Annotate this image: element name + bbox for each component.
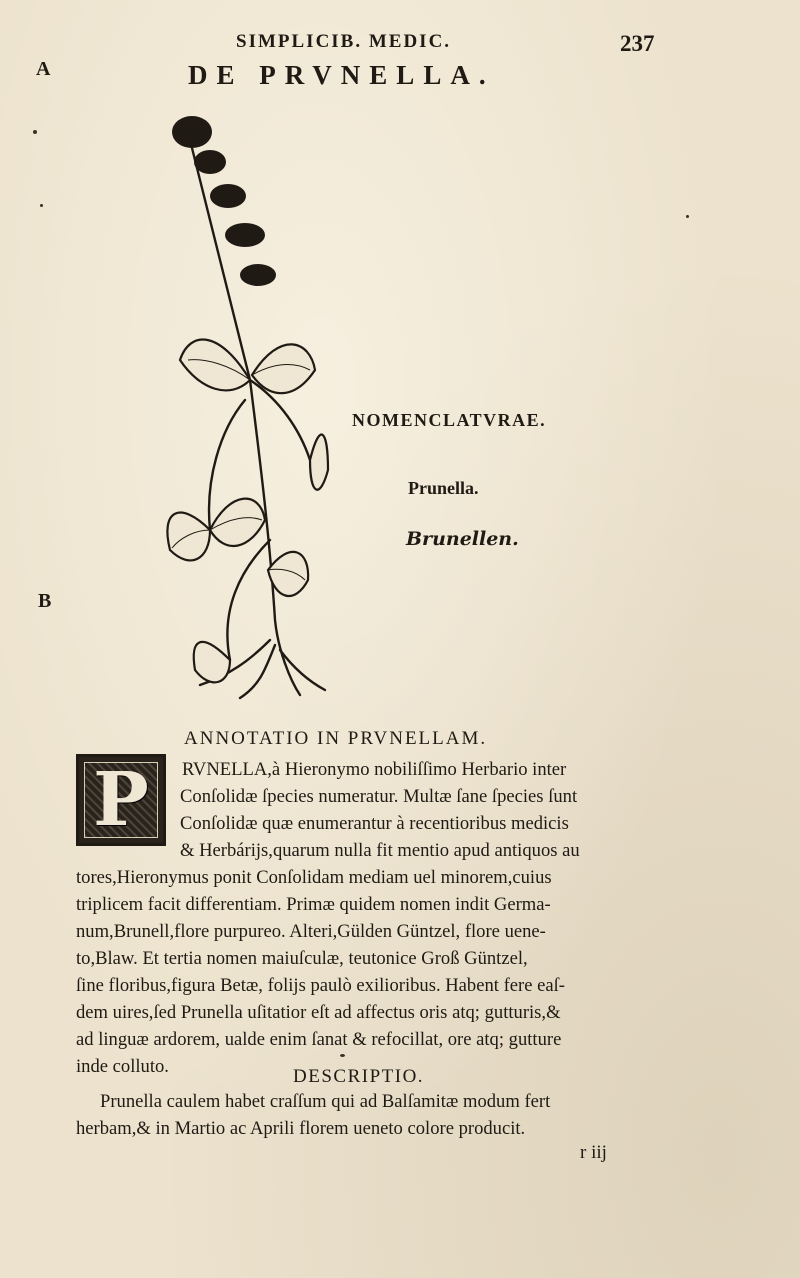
- nomenclature-heading: NOMENCLATVRAE.: [352, 410, 547, 430]
- annotation-line: to,Blaw. Et tertia nomen maiuſculæ, teutonice Groß Güntzel,: [76, 948, 528, 969]
- margin-letter-a: A: [36, 58, 51, 80]
- chapter-title: DE PRVNELLA.: [188, 60, 495, 90]
- annotation-line: num,Brunell,flore purpureo. Alteri,Gülden Güntzel, flore uene-: [76, 921, 546, 942]
- german-name: Brunellen.: [406, 528, 519, 550]
- latin-name: Prunella.: [408, 478, 479, 498]
- annotation-line: ſine floribus,figura Betæ, folijs paulò exilioribus. Habent fere eaſ-: [76, 975, 565, 996]
- decorated-initial: [76, 754, 166, 846]
- annotation-line: & Herbárijs,quarum nulla fit mentio apud antiquos au: [180, 840, 580, 861]
- annotation-line: triplicem facit differentiam. Primæ quidem nomen indit Germa-: [76, 894, 551, 915]
- ink-speck: [686, 215, 689, 218]
- signature-mark: r iij: [580, 1142, 607, 1163]
- prunella-woodcut-illustration: [150, 100, 330, 700]
- annotation-heading: ANNOTATIO IN PRVNELLAM.: [184, 728, 488, 749]
- page-number: 237: [620, 31, 655, 56]
- running-head: SIMPLICIB. MEDIC.: [236, 31, 452, 52]
- ink-speck: [40, 204, 43, 207]
- ink-speck: [33, 130, 37, 134]
- initial-letter: P: [93, 757, 149, 843]
- margin-letter-b: B: [38, 590, 52, 612]
- annotation-line: tores,Hieronymus ponit Conſolidam mediam uel minorem,cuius: [76, 867, 552, 888]
- annotation-line: ad linguæ ardorem, ualde enim ſanat & refocillat, ore atq; gutture: [76, 1029, 562, 1050]
- annotation-line: dem uires,ſed Prunella uſitatior eſt ad affectus oris atq; gutturis,&: [76, 1002, 561, 1023]
- annotation-line: RVNELLA,à Hieronymo nobiliſſimo Herbario inter: [182, 759, 567, 780]
- description-heading: DESCRIPTIO.: [293, 1066, 425, 1087]
- description-line: Prunella caulem habet craſſum qui ad Balſamitæ modum fert: [100, 1091, 551, 1112]
- ink-speck: [340, 1054, 345, 1057]
- annotation-line: Conſolidæ quæ enumerantur à recentioribus medicis: [180, 813, 569, 834]
- annotation-line: inde colluto.: [76, 1056, 169, 1077]
- annotation-line: Conſolidæ ſpecies numeratur. Multæ ſane ſpecies ſunt: [180, 786, 578, 807]
- description-line: herbam,& in Martio ac Aprili florem ueneto colore producit.: [76, 1118, 526, 1139]
